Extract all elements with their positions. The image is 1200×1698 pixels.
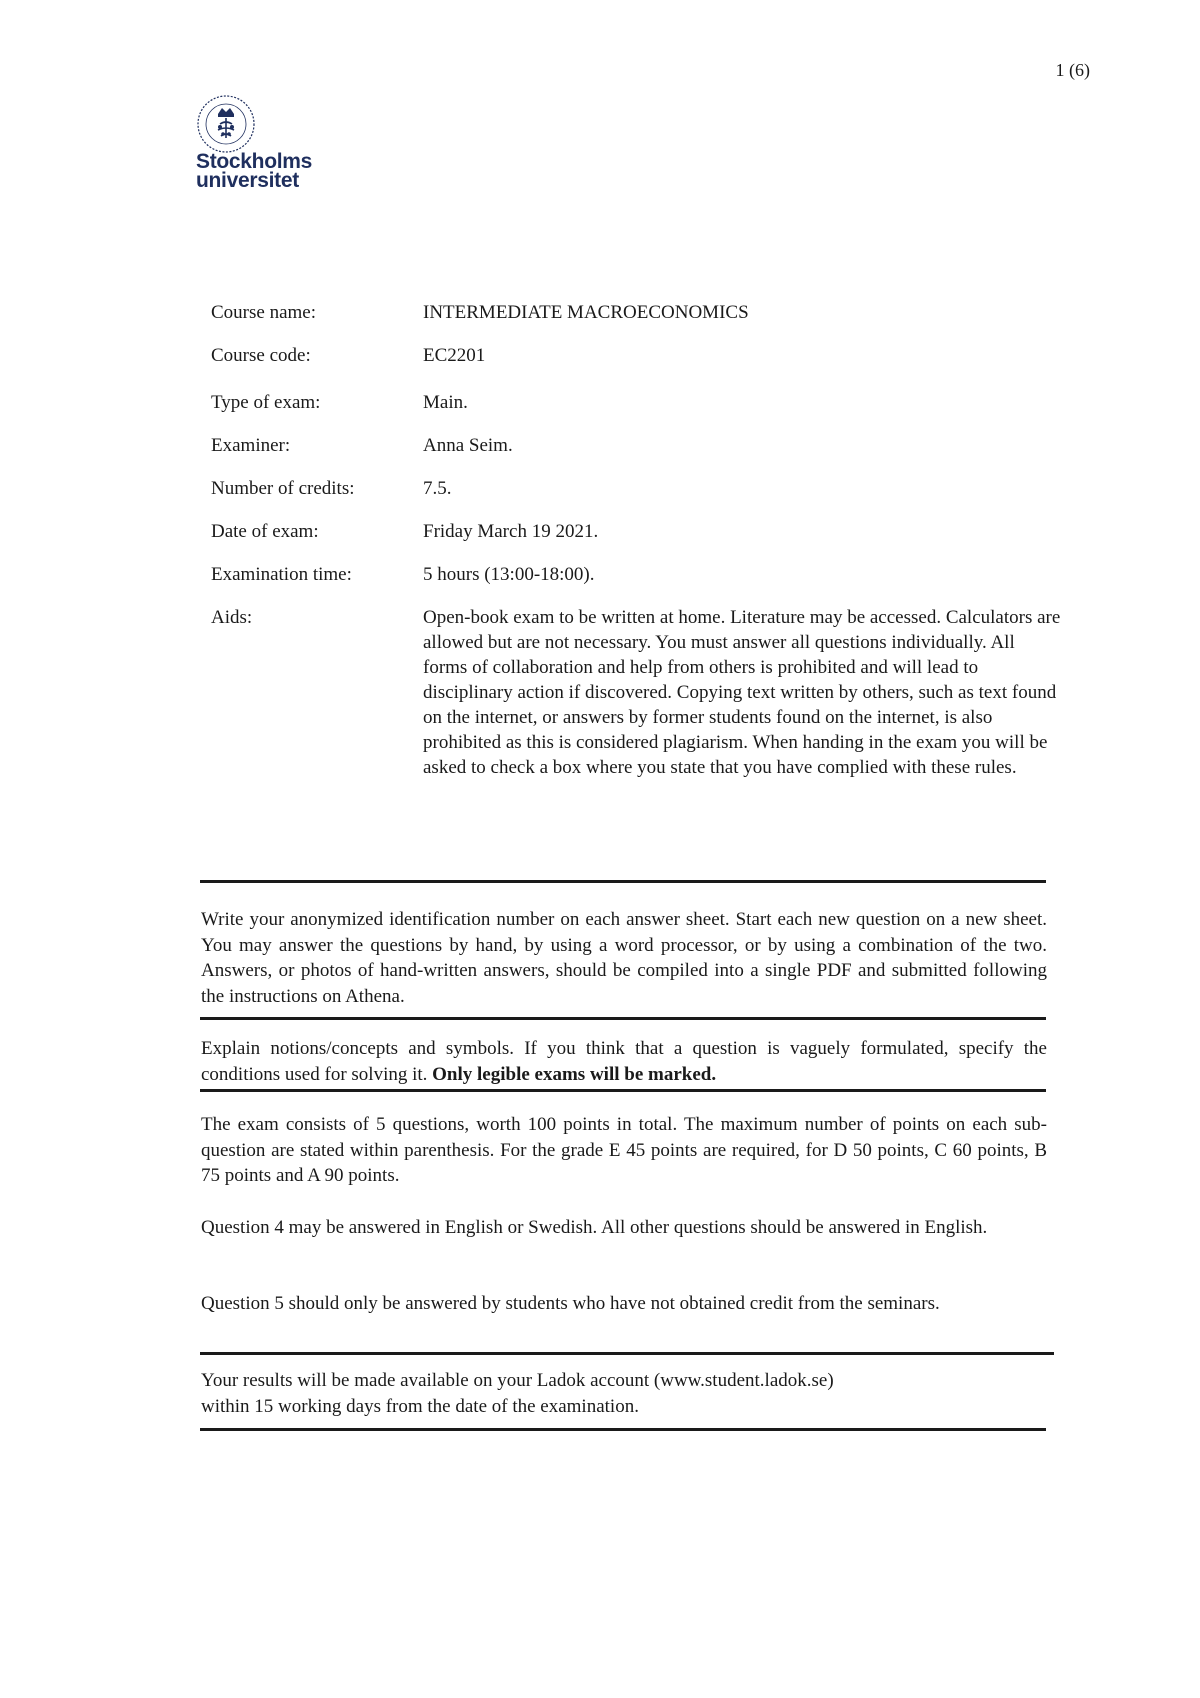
course-code-value: EC2201: [423, 345, 486, 366]
exam-type-label: Type of exam:: [211, 392, 321, 413]
identification-instructions: Write your anonymized identification number on each answer sheet. Start each new question on a new sheet. You may answer the questions by hand, by using a word processor, or by using a combination of the two. Answers, or photos of hand-written answers, should be compiled into a single PDF and submitted following the instructions on Athena.: [201, 909, 1047, 1007]
divider-2: [200, 1017, 1046, 1020]
page-number: 1 (6): [1055, 60, 1090, 80]
explain-text: Explain notions/concepts and symbols. If you think that a question is vaguely formulated, specify the conditions used for solving it.: [201, 1038, 1047, 1085]
exam-type-row: [211, 390, 1071, 415]
course-code-row: [211, 343, 1071, 368]
language-instructions: Question 4 may be answered in English or Swedish. All other questions should be answered in English.: [201, 1217, 988, 1238]
points-instructions: The exam consists of 5 questions, worth 100 points in total. The maximum number of points on each sub-question are stated within parenthesis. For the grade E 45 points are required, for D 50 points, C 60 points, B 75 points and A 90 points.: [201, 1114, 1047, 1186]
explain-instructions: [201, 1036, 1047, 1087]
university-seal-icon: [196, 94, 256, 154]
aids-label: Aids:: [211, 607, 253, 628]
legible-notice: Only legible exams will be marked.: [432, 1063, 717, 1085]
course-name-row: [211, 300, 1071, 325]
exam-info-table: [211, 300, 1071, 798]
logo-line2: universitet: [196, 169, 299, 192]
aids-value: Open-book exam to be written at home. Literature may be accessed. Calculators are allowed but are not necessary. You must answer all questions individually. All forms of collaboration and help from others is prohibited and will lead to disciplinary action if discovered. Copying text written by others, such as text found on the internet, or answers by former students found on the internet, is also prohibited as this is considered plagiarism. When handing in the exam you will be asked to check a box where you state that you have complied with these rules.: [423, 607, 1061, 778]
aids-row: [211, 605, 1071, 780]
university-logo: [196, 94, 326, 194]
credits-value: 7.5.: [423, 478, 452, 499]
results-line-1: Your results will be made available on your Ladok account (www.student.ladok.se): [201, 1370, 834, 1391]
exam-time-label: Examination time:: [211, 564, 352, 585]
exam-type-value: Main.: [423, 392, 468, 413]
seminar-instructions: Question 5 should only be answered by students who have not obtained credit from the seminars.: [201, 1293, 940, 1314]
exam-date-label: Date of exam:: [211, 521, 319, 542]
divider-5: [200, 1428, 1046, 1431]
examiner-row: [211, 433, 1071, 458]
exam-time-value: 5 hours (13:00-18:00).: [423, 564, 595, 585]
results-notice: [201, 1368, 1047, 1419]
examiner-label: Examiner:: [211, 435, 291, 456]
course-name-value: INTERMEDIATE MACROECONOMICS: [423, 302, 749, 323]
exam-date-row: [211, 519, 1071, 544]
course-name-label: Course name:: [211, 302, 317, 323]
logo-line1: Stockholms: [196, 150, 313, 173]
course-code-label: Course code:: [211, 345, 311, 366]
divider-3: [200, 1089, 1046, 1092]
examiner-value: Anna Seim.: [423, 435, 513, 456]
logo-text: [196, 152, 312, 190]
results-line-2: within 15 working days from the date of the examination.: [201, 1395, 639, 1417]
credits-label: Number of credits:: [211, 478, 355, 499]
divider-1: [200, 880, 1046, 883]
exam-time-row: [211, 562, 1071, 587]
exam-date-value: Friday March 19 2021.: [423, 521, 599, 542]
divider-4: [200, 1352, 1054, 1355]
credits-row: [211, 476, 1071, 501]
